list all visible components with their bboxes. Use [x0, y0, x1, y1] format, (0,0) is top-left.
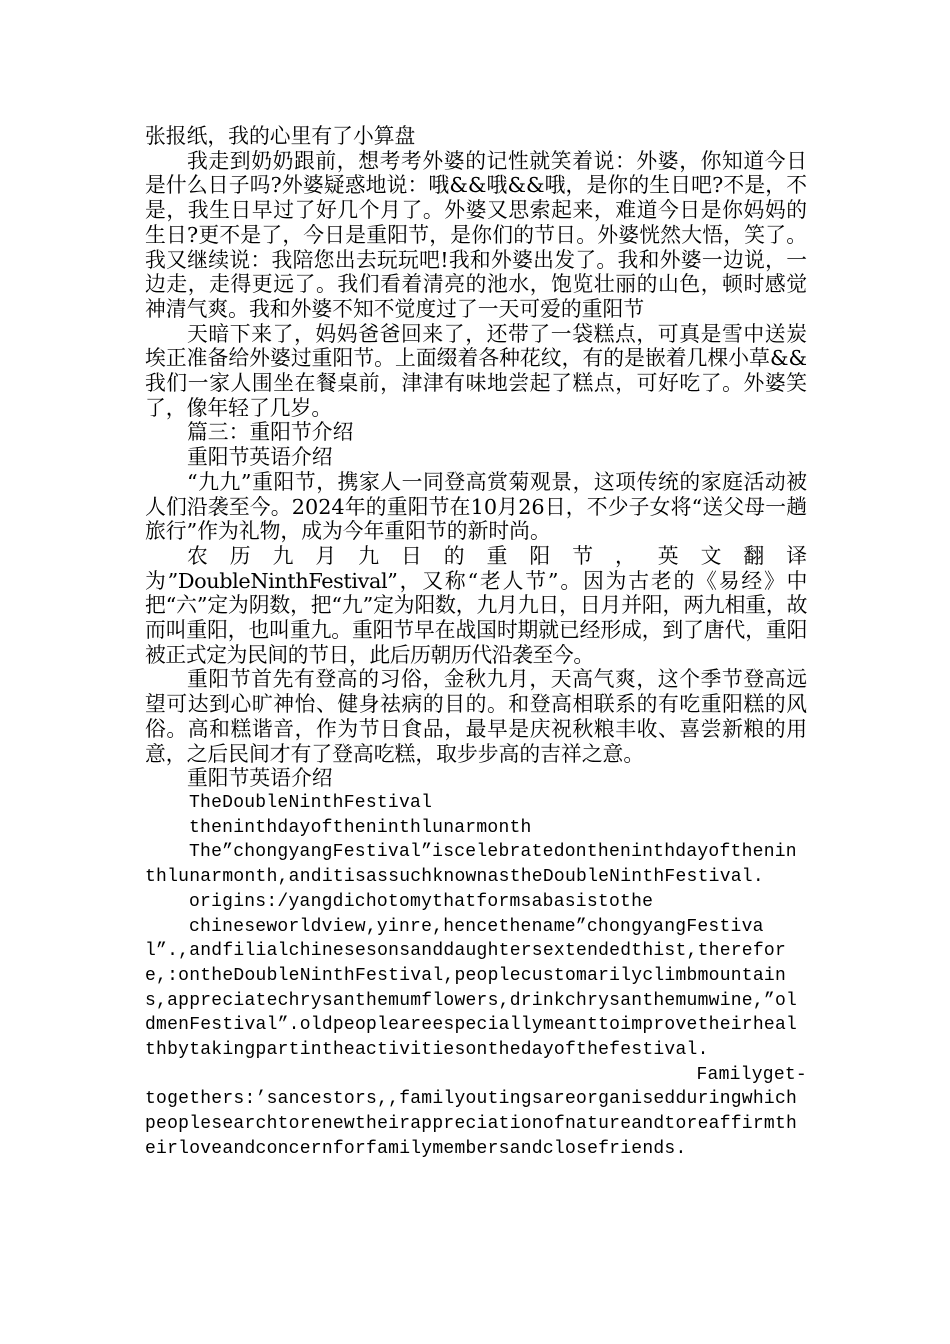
english-paragraph-worldview: chineseworldview,yinre,hencethename”chongyangFestival”.,andfilialchinesesonsanddaughtersextendedthist,therefore,:ontheDoubleNinthFestival,peoplecustomarilyclimbmountains,appreciatechrysanthemumflowers,drinkchrysanthemumwine,”oldmenFestival”.oldpeopleareespeciallymeanttoimprovetheirhealthbytakingpartintheactivitiesonthedayofthefestival. [145, 916, 798, 1061]
paragraph-lunar-date-line1: 农历九月九日的重阳节，英文翻译 [187, 543, 807, 568]
section-heading-english-intro: 重阳节英语介绍 [187, 445, 333, 470]
paragraph-double-nine: “九九”重阳节，携家人一同登高赏菊观景，这项传统的家庭活动被人们沿袭至今。2024年的重阳节在10月26日，不少子女将“送父母一趟旅行”作为礼物，成为今年重阳节的新时尚。 [145, 469, 807, 544]
english-paragraph-celebrated: The”chongyangFestival”iscelebratedontheninthdayoftheninthlunarmonth,anditisassuchknownastheDoubleNinthFestival. [145, 842, 797, 888]
english-paragraph-family-line1: Familyget- [696, 1064, 807, 1085]
english-paragraph-origins: origins:/yangdichotomythatformsabasistothe [189, 891, 654, 912]
document-page [145, 124, 807, 1162]
paragraph-newspaper: 张报纸，我的心里有了小算盘 [145, 124, 416, 148]
section-heading-part-three: 篇三：重阳节介绍 [187, 420, 354, 445]
paragraph-grandma-visit: 我走到奶奶跟前，想考考外婆的记性就笑着说：外婆，你知道今日是什么日子吗?外婆疑惑地说：哦&&哦&&哦，是你的生日吧?不是，不是，我生日早过了好几个月了。外婆又思索起来，难道今日是你妈妈的生日?更不是了，今日是重阳节，是你们的节日。外婆恍然大悟，笑了。我又继续说：我陪您出去玩玩吧!我和外婆出发了。我和外婆一边说，一边走，走得更远了。我们看着清亮的池水，饱览壮丽的山色，顿时感觉神清气爽。我和外婆不知不觉度过了一天可爱的重阳节 [145, 148, 807, 321]
paragraph-climbing-custom: 重阳节首先有登高的习俗，金秋九月，天高气爽，这个季节登高远望可达到心旷神怡、健身祛病的目的。和登高相联系的有吃重阳糕的风俗。高和糕谐音，作为节日食品，最早是庆祝秋粮丰收、喜尝新粮的用意，之后民间才有了登高吃糕，取步步高的吉祥之意。 [145, 667, 807, 766]
english-paragraph-family-rest: togethers:’sancestors,,familyoutingsareorganisedduringwhichpeoplesearchtorenewtheirappreciationofnatureandtoreaffirmtheirloveandconcernforfamilymembersandclosefriends. [145, 1089, 798, 1159]
english-title: TheDoubleNinthFestival [189, 792, 433, 813]
paragraph-cakes: 天暗下来了，妈妈爸爸回来了，还带了一袋糕点，可真是雪中送炭埃正准备给外婆过重阳节。上面缀着各种花纹，有的是嵌着几棵小草&&我们一家人围坐在餐桌前，津津有味地尝起了糕点，可好吃了。外婆笑了，像年轻了几岁。 [145, 321, 807, 420]
paragraph-lunar-date-rest: 为”DoubleNinthFestival”，又称“老人节”。因为古老的《易经》中把“六”定为阴数，把“九”定为阳数，九月九日，日月并阳，两九相重，故而叫重阳，也叫重九。重阳节早在战国时期就已经形成，到了唐代，重阳被正式定为民间的节日，此后历朝历代沿袭至今。 [145, 568, 807, 667]
english-subtitle: theninthdayoftheninthlunarmonth [189, 817, 532, 838]
section-heading-english-intro-2: 重阳节英语介绍 [187, 766, 333, 791]
